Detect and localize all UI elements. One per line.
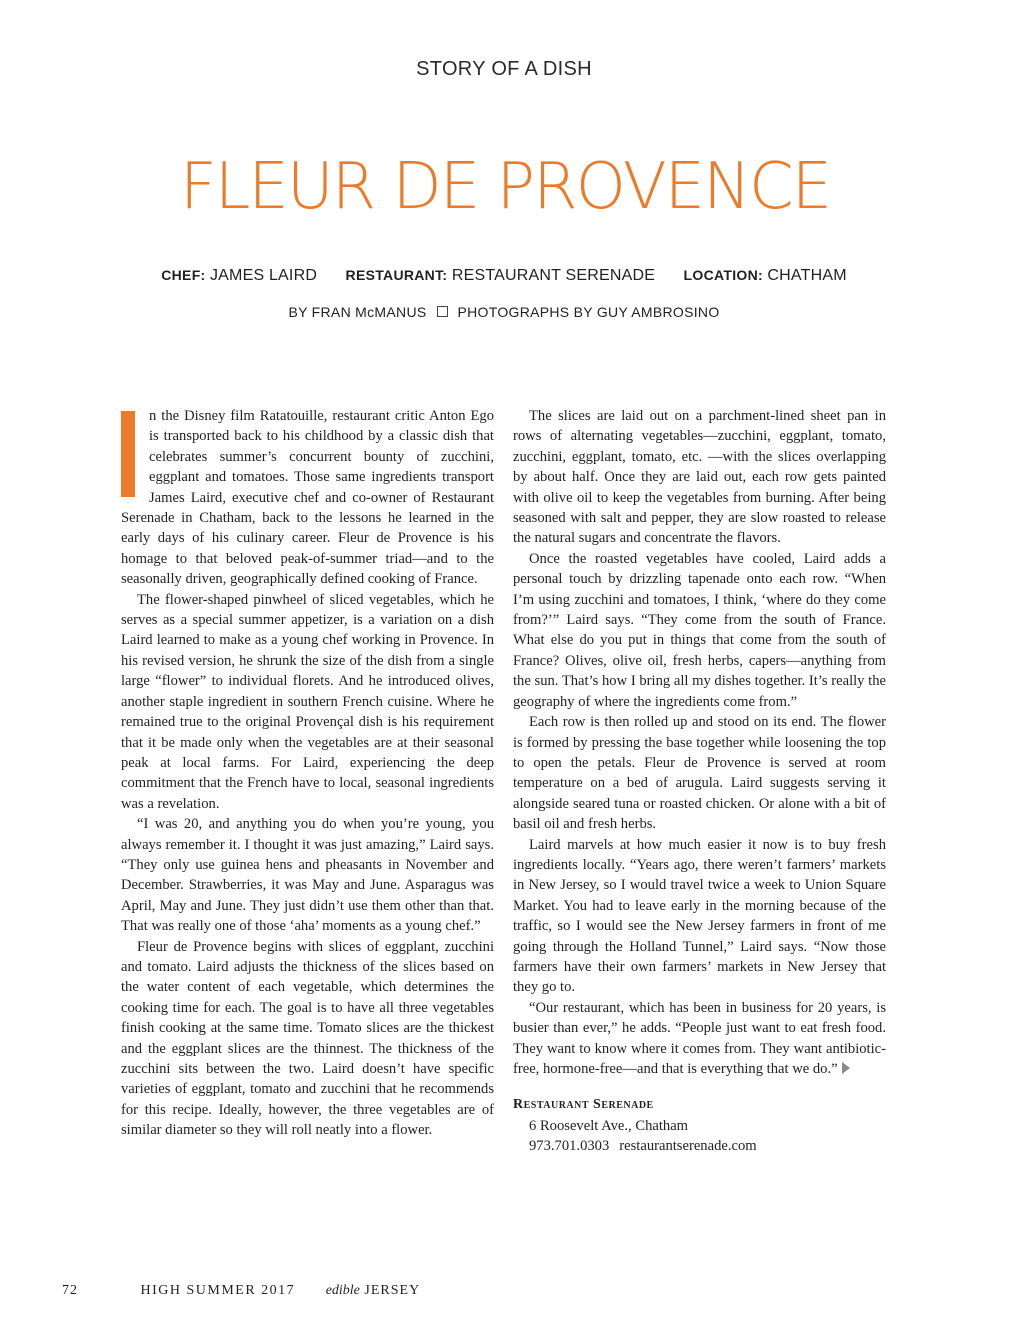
byline-photos: PHOTOGRAPHS BY GUY AMBROSINO	[457, 304, 720, 320]
restaurant-website[interactable]: restaurantserenade.com	[619, 1138, 757, 1155]
page-footer	[62, 1283, 420, 1299]
byline-author: BY FRAN McMANUS	[288, 304, 427, 320]
restaurant-name: RESTAURANT SERENADE	[451, 267, 656, 284]
location-name: CHATHAM	[767, 267, 847, 284]
issue-name: HIGH SUMMER 2017	[140, 1283, 296, 1298]
drop-cap-bar	[121, 411, 135, 497]
paragraph: Once the roasted vegetables have cooled, Laird adds a personal touch by drizzling tapenade onto each row. “When I’m using zucchini and tomatoes, I think, ‘where do they come from?’” Laird says. “They come from the south of France. What else do you put in things that come from the south of France? Olives, olive oil, fresh herbs, capers—anything from the sun. That’s how I bring all my dishes together. It’s really the geography of where the ingredients come from.”	[513, 550, 886, 710]
restaurant-info-name: Restaurant Serenade	[513, 1097, 654, 1113]
section-kicker: STORY OF A DISH	[416, 58, 592, 80]
byline	[0, 304, 1008, 320]
restaurant-address: 6 Roosevelt Ave., Chatham	[529, 1117, 689, 1134]
paragraph: Laird marvels at how much easier it now is to buy fresh ingredients locally. “Years ago, there weren’t farmers’ markets in New Jersey, so I would travel twice a week to Union Square Market. You had to leave early in the morning because of the traffic, so I would see the New Jersey farmers in front of me going through the Holland Tunnel,” Laird says. “Now those farmers have their own farmers’ markets in New Jersey that they go to.	[513, 836, 886, 996]
location-label: LOCATION:	[683, 267, 763, 283]
restaurant-label: RESTAURANT:	[345, 267, 448, 283]
article-column-left	[121, 406, 494, 1141]
brand-jersey: JERSEY	[364, 1283, 421, 1298]
credits-line	[0, 267, 1008, 285]
page-number: 72	[62, 1283, 78, 1298]
paragraph: The flower-shaped pinwheel of sliced vegetables, which he serves as a special summer appetizer, is a variation on a dish Laird learned to make as a young chef working in Provence. In his revised version, he shrunk the size of the dish from a single large “flower” to individual florets. And he introduced olives, another staple ingredient in southern French cuisine. Where he remained true to the original Provençal dish is his requirement that it be made only when the vegetables are at their seasonal peak at local farms. For Laird, experiencing the deep commitment that the French have to local, seasonal ingredients was a revelation.	[121, 591, 494, 812]
chef-name: JAMES LAIRD	[209, 267, 318, 284]
paragraph	[513, 998, 886, 1080]
paragraph	[121, 406, 494, 590]
article-title: FLEUR DE PROVENCE	[179, 150, 831, 224]
paragraph: Each row is then rolled up and stood on its end. The flower is formed by pressing the base together while loosening the top to open the petals. Fleur de Provence is served at room temperature on a bed of arugula. Laird suggests serving it alongside seared tuna or roasted chicken. Or alone with a bit of basil oil and fresh herbs.	[513, 714, 886, 833]
end-arrow-icon	[842, 1062, 850, 1074]
restaurant-phone: 973.701.0303	[529, 1138, 610, 1155]
paragraph-text: n the Disney film Ratatouille, restaurant critic Anton Ego is transported back to his childhood by a classic dish that celebrates summer’s concurrent bounty of zucchini, eggplant and tomatoes. Those same ingredients transport James Laird, executive chef and co-owner of Restaurant Serenade in Chatham, back to the lessons he learned in the early days of his culinary career. Fleur de Provence is his homage to that beloved peak-of-summer triad—and to the seasonally driven, geographically defined cooking of France.	[121, 408, 494, 588]
article-column-right	[513, 406, 886, 1157]
restaurant-contact	[513, 1136, 886, 1156]
separator-box-icon	[437, 306, 448, 317]
paragraph: “I was 20, and anything you do when you’re young, you always remember it. I thought it was just amazing,” Laird says. “They only use guinea hens and pheasants in November and December. Strawberries, it was May and June. Asparagus was April, May and June. They just didn’t use them other than that. That was really one of those ‘aha’ moments as a young chef.”	[121, 816, 494, 935]
paragraph: Fleur de Provence begins with slices of eggplant, zucchini and tomato. Laird adjusts the thickness of the slices based on the water content of each vegetable, which determines the cooking time for each. The goal is to have all three vegetables finish cooking at the same time. Tomato slices are the thickest and the eggplant slices are the thinnest. The thickness of the zucchini sits between the two. Laird doesn’t have specific varieties of eggplant, tomato and zucchini that he recommends for this recipe. Ideally, however, the three vegetables are of similar diameter so they will roll neatly into a flower.	[121, 938, 494, 1139]
paragraph-text: “Our restaurant, which has been in business for 20 years, is busier than ever,” he adds. “People just want to eat fresh food. They want to know where it comes from. They want antibiotic-free, hormone-free—and that is everything that we do.”	[513, 999, 886, 1077]
paragraph: The slices are laid out on a parchment-lined sheet pan in rows of alternating vegetables—zucchini, eggplant, tomato, zucchini, eggplant, tomato, etc. —with the slices overlapping by about half. Once they are laid out, each row gets painted with olive oil to keep the vegetables from burning. After being seasoned with salt and pepper, they are slow roasted to release the natural sugars and concentrate the flavors.	[513, 408, 886, 547]
brand-edible: edible	[325, 1283, 360, 1298]
chef-label: CHEF:	[161, 267, 206, 283]
